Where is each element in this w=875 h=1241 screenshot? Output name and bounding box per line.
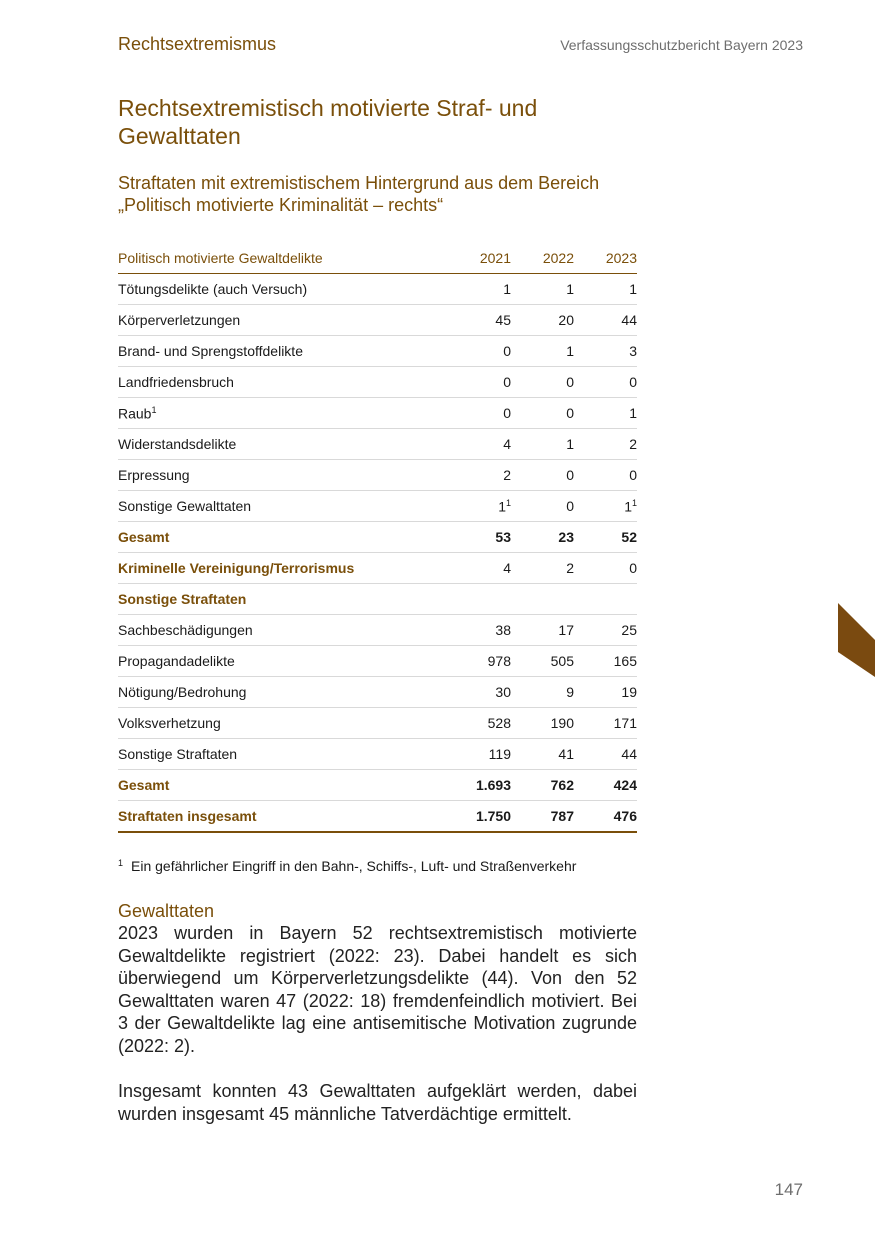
value-2023: 25 (574, 615, 637, 646)
value-2022: 1 (511, 274, 574, 305)
footnote (118, 858, 576, 874)
table-row (118, 522, 637, 553)
table-header-row (118, 243, 637, 274)
row-label: Tötungsdelikte (auch Versuch) (118, 274, 421, 305)
table-row (118, 615, 637, 646)
table-row (118, 398, 637, 429)
page-number: 147 (774, 1180, 803, 1199)
value-2021: 528 (421, 708, 511, 739)
value-2023 (574, 584, 637, 615)
value-2023: 19 (574, 677, 637, 708)
value-2023: 476 (574, 801, 637, 833)
footnote-reference: 1 (631, 497, 637, 508)
crime-statistics-table (118, 243, 637, 833)
table-subtitle: Straftaten mit extremistischem Hintergrund aus dem Bereich „Politisch motivierte Kriminalität – rechts“ (118, 173, 600, 215)
value-2022: 20 (511, 305, 574, 336)
table-row (118, 739, 637, 770)
row-label: Nötigung/Bedrohung (118, 677, 421, 708)
value-2021: 0 (421, 398, 511, 429)
row-label: Gesamt (118, 522, 421, 553)
value-2022: 505 (511, 646, 574, 677)
value-2023: 424 (574, 770, 637, 801)
table-row (118, 553, 637, 584)
chapter-tab-marker (838, 603, 875, 677)
footnote-mark: 1 (118, 858, 124, 868)
value-2023: 171 (574, 708, 637, 739)
value-2022 (511, 584, 574, 615)
row-label: Brand- und Sprengstoffdelikte (118, 336, 421, 367)
table-row (118, 770, 637, 801)
value-2021: 1 (421, 274, 511, 305)
value-2023: 0 (574, 553, 637, 584)
value-2022: 1 (511, 336, 574, 367)
body-paragraph-2: Insgesamt konnten 43 Gewalttaten aufgeklärt werden, dabei wurden insgesamt 45 männliche Tatverdächtige ermittelt. (118, 1081, 637, 1124)
header-year-2021: 2021 (421, 243, 511, 274)
value-2023: 1 (574, 398, 637, 429)
table-body (118, 274, 637, 833)
row-label: Kriminelle Vereinigung/Terrorismus (118, 553, 421, 584)
value-2021: 2 (421, 460, 511, 491)
table-row (118, 305, 637, 336)
table-row (118, 460, 637, 491)
value-2022: 0 (511, 460, 574, 491)
row-label: Sonstige Straftaten (118, 584, 421, 615)
value-2023: 0 (574, 367, 637, 398)
value-2022: 17 (511, 615, 574, 646)
value-2022: 1 (511, 429, 574, 460)
section-heading: Gewalttaten (118, 901, 215, 921)
row-label: Sonstige Gewalttaten (118, 491, 421, 522)
value-2021: 4 (421, 429, 511, 460)
header-year-2023: 2023 (574, 243, 637, 274)
value-2023: 0 (574, 460, 637, 491)
table-row (118, 801, 637, 833)
row-label: Straftaten insgesamt (118, 801, 421, 833)
value-2022: 0 (511, 398, 574, 429)
row-label: Gesamt (118, 770, 421, 801)
table-row (118, 429, 637, 460)
table-row (118, 677, 637, 708)
value-2022: 787 (511, 801, 574, 833)
page-title: Rechtsextremistisch motivierte Straf- und Gewalttaten (118, 95, 538, 149)
value-2021: 119 (421, 739, 511, 770)
row-label: Sachbeschädigungen (118, 615, 421, 646)
value-2022: 0 (511, 491, 574, 522)
value-2023: $1^1$ (574, 491, 637, 522)
value-2022: 23 (511, 522, 574, 553)
body-paragraph-1: 2023 wurden in Bayern 52 rechtsextremistisch motivierte Gewaltdelikte registriert (2022: 23). Dabei handelt es sich überwiegend um Körperverletzungsdelikte (44). Von den 52 Gewalttaten waren 47 (2022: 18) fremdenfeindlich motiviert. Bei 3 der Gewaltdelikte lag eine antisemitische Motivation zugrunde (2022: 2). (118, 923, 637, 1056)
row-label: Sonstige Straftaten (118, 739, 421, 770)
table-row (118, 491, 637, 522)
value-2023: 165 (574, 646, 637, 677)
row-label: Erpressung (118, 460, 421, 491)
value-2021: $1^1$ (421, 491, 511, 522)
table-row (118, 367, 637, 398)
value-2021: 978 (421, 646, 511, 677)
value-2021 (421, 584, 511, 615)
row-label: Propagandadelikte (118, 646, 421, 677)
row-label: Raub$^1$ (118, 398, 421, 429)
value-2022: 2 (511, 553, 574, 584)
running-header-section: Rechtsextremismus (118, 34, 277, 54)
value-2021: 0 (421, 367, 511, 398)
header-label: Politisch motivierte Gewaltdelikte (118, 243, 421, 274)
running-header-publication: Verfassungsschutzbericht Bayern 2023 (560, 37, 803, 53)
value-2021: 53 (421, 522, 511, 553)
footnote-reference: 1 (151, 404, 157, 415)
value-2022: 0 (511, 367, 574, 398)
value-2023: 3 (574, 336, 637, 367)
value-2021: 4 (421, 553, 511, 584)
footnote-text: Ein gefährlicher Eingriff in den Bahn-, Schiffs-, Luft- und Straßenverkehr (131, 858, 577, 874)
header-year-2022: 2022 (511, 243, 574, 274)
footnote-reference: 1 (505, 497, 511, 508)
value-2021: 1.750 (421, 801, 511, 833)
value-2021: 45 (421, 305, 511, 336)
table-row (118, 274, 637, 305)
value-2022: 190 (511, 708, 574, 739)
value-2023: 44 (574, 305, 637, 336)
table-row (118, 646, 637, 677)
row-label: Landfriedensbruch (118, 367, 421, 398)
row-label: Volksverhetzung (118, 708, 421, 739)
table-row (118, 708, 637, 739)
value-2023: 44 (574, 739, 637, 770)
row-label: Widerstandsdelikte (118, 429, 421, 460)
value-2022: 41 (511, 739, 574, 770)
value-2021: 38 (421, 615, 511, 646)
row-label: Körperverletzungen (118, 305, 421, 336)
value-2022: 9 (511, 677, 574, 708)
value-2023: 52 (574, 522, 637, 553)
table-row (118, 584, 637, 615)
value-2023: 1 (574, 274, 637, 305)
value-2021: 1.693 (421, 770, 511, 801)
table-row (118, 336, 637, 367)
value-2021: 0 (421, 336, 511, 367)
value-2023: 2 (574, 429, 637, 460)
value-2021: 30 (421, 677, 511, 708)
value-2022: 762 (511, 770, 574, 801)
